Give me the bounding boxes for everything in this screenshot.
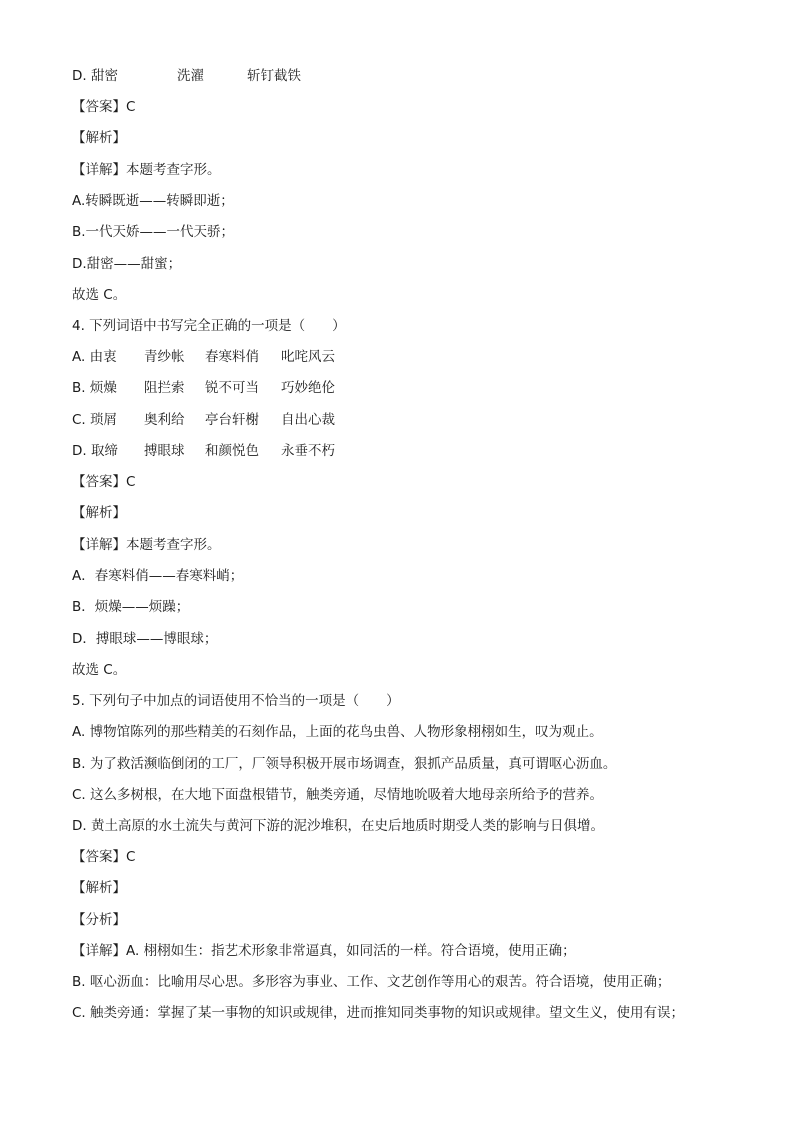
q5-detail: C. 触类旁通：掌握了某一事物的知识或规律，进而推知同类事物的知识或规律。望文生义，使用有误；: [72, 1005, 685, 1021]
q3-conclusion: 故选 C。: [72, 287, 127, 303]
option-word: 巧妙绝伦: [281, 380, 335, 396]
option-label: A. 由衷: [72, 349, 117, 365]
q5-stem: 5. 下列句子中加点的词语使用不恰当的一项是（ ）: [72, 693, 400, 709]
q4-conclusion: 故选 C。: [72, 662, 127, 678]
option-word: 奥利给: [144, 412, 185, 428]
q4-detail: 【详解】本题考查字形。: [72, 537, 221, 553]
option-word: 锐不可当: [205, 380, 259, 396]
q5-detail: 【详解】A. 栩栩如生：指艺术形象非常逼真，如同活的一样。符合语境，使用正确；: [72, 943, 576, 959]
option-word: 永垂不朽: [281, 443, 335, 459]
q5-fenxi: 【分析】: [72, 912, 126, 928]
option-word: 青纱帐: [144, 349, 185, 365]
q5-option-a: A. 博物馆陈列的那些精美的石刻作品，上面的花鸟虫兽、人物形象栩栩如生，叹为观止。: [72, 724, 603, 740]
q5-option-c: C. 这么多树根，在大地下面盘根错节，触类旁通，尽情地吮吸着大地母亲所给予的营养。: [72, 787, 604, 803]
q5-answer: 【答案】C: [72, 849, 136, 865]
option-word: 春寒料俏: [205, 349, 259, 365]
q3-fix: A.转瞬既逝——转瞬即逝；: [72, 193, 234, 209]
option-word: 亭台轩榭: [205, 412, 259, 428]
q3-answer: 【答案】C: [72, 99, 136, 115]
option-word: 叱咤风云: [281, 349, 335, 365]
q3-fix: D.甜密——甜蜜；: [72, 256, 182, 272]
q4-option-b: [72, 378, 734, 398]
q3-analysis: 【解析】: [72, 130, 126, 146]
option-label: C. 琐屑: [72, 412, 118, 428]
q4-fix: A．春寒料俏——春寒料峭；: [72, 568, 244, 584]
q4-option-d: [72, 441, 734, 461]
option-label: D. 取缔: [72, 443, 118, 459]
q5-analysis: 【解析】: [72, 880, 126, 896]
option-word: 和颜悦色: [205, 443, 259, 459]
q5-detail: B. 呕心沥血：比喻用尽心思。多形容为事业、工作、文艺创作等用心的艰苦。符合语境，使用正确；: [72, 974, 671, 990]
q5-option-d: D. 黄土高原的水土流失与黄河下游的泥沙堆积，在史后地质时期受人类的影响与日俱增。: [72, 818, 604, 834]
q4-fix: D．搏眼球——博眼球；: [72, 631, 218, 647]
option-word: 搏眼球: [144, 443, 185, 459]
q4-analysis: 【解析】: [72, 505, 126, 521]
option-label: D. 甜密: [72, 68, 118, 84]
q3-fix: B.一代天娇——一代天骄；: [72, 224, 235, 240]
q5-option-b: B. 为了救活濒临倒闭的工厂，厂领导积极开展市场调查，狠抓产品质量，真可谓呕心沥血。: [72, 756, 617, 772]
option-word: 洗濯: [177, 68, 204, 84]
q4-fix: B．烦燥——烦躁；: [72, 599, 190, 615]
option-word: 斩钉截铁: [247, 68, 301, 84]
option-word: 自出心裁: [281, 412, 335, 428]
q3-detail: 【详解】本题考查字形。: [72, 162, 221, 178]
option-word: 阻拦索: [144, 380, 185, 396]
q3-option-d: [72, 66, 734, 86]
q4-option-c: [72, 410, 734, 430]
q4-stem: 4. 下列词语中书写完全正确的一项是（ ）: [72, 318, 346, 334]
q4-answer: 【答案】C: [72, 474, 136, 490]
q4-option-a: [72, 347, 734, 367]
option-label: B. 烦燥: [72, 380, 117, 396]
